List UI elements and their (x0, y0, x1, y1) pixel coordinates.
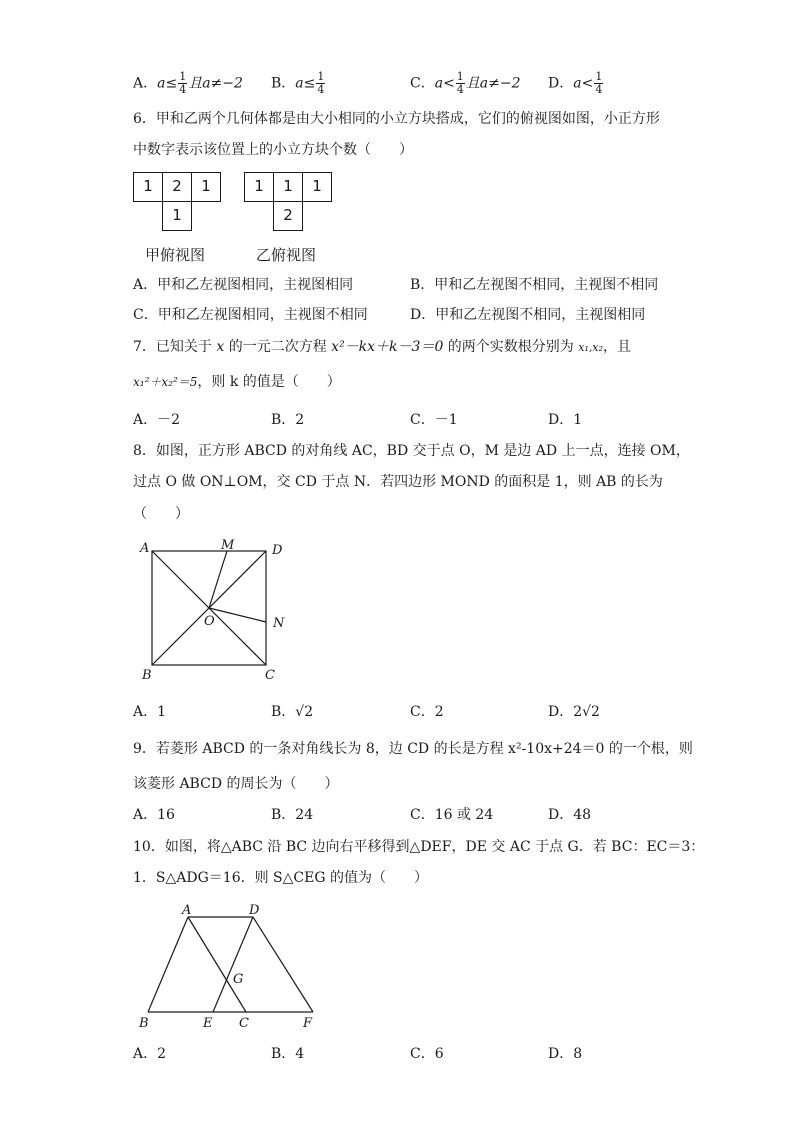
jia-cell: 1 (191, 172, 221, 202)
fraction: $\frac{1}{4}$ (317, 70, 325, 96)
q8-stem-line1: 8．如图，正方形 ABCD 的对角线 AC，BD 交于点 O，M 是边 AD 上一点，连接 OM， (133, 443, 690, 459)
q10-option-d: D．8 (548, 1046, 583, 1062)
q5-option-b: B．a≤ $\frac{1}{4}$ (271, 70, 325, 96)
q8-square-diagram (135, 535, 305, 685)
q7-option-b: B．2 (271, 412, 305, 428)
q9-option-d: D．48 (548, 807, 592, 823)
q8-stem-line3: （ ） (133, 506, 189, 522)
q6-stem-line1: 6．甲和乙两个几何体都是由大小相同的小立方块搭成，它们的俯视图如图，小正方形 (133, 111, 660, 127)
label-a: A (182, 903, 192, 918)
yi-cell: 1 (302, 172, 332, 202)
q6-option-b: B．甲和乙左视图不相同，主视图不相同 (410, 277, 659, 293)
label-g: G (233, 972, 244, 987)
q8-option-a: A．1 (133, 704, 167, 720)
yi-cell: 2 (273, 201, 303, 231)
jia-cell: 1 (162, 201, 192, 231)
q10-stem-line1: 10．如图，将△ABC 沿 BC 边向右平移得到△DEF，DE 交 AC 于点 G．若 BC：EC＝3： (133, 839, 705, 855)
label-d: D (249, 903, 260, 918)
label-c: C (265, 668, 275, 683)
segment-ab (148, 917, 188, 1012)
jia-cell: 2 (162, 172, 192, 202)
q7-option-a: A．－2 (133, 412, 181, 428)
label-e: E (203, 1016, 213, 1031)
q7-option-c: C．－1 (410, 412, 458, 428)
q10-stem-line2: 1．S△ADG＝16．则 S△CEG 的值为（ ） (133, 870, 428, 886)
label-b: B (142, 668, 152, 683)
q8-option-d: D．2√2 (548, 704, 600, 720)
q7-stem-line1: 7．已知关于 x 的一元二次方程 x²－kx＋k－3＝0 的两个实数根分别为 x₁,x₂，且 (133, 339, 631, 355)
q9-option-b: B．24 (271, 807, 314, 823)
q8-stem-line2: 过点 O 做 ON⊥OM，交 CD 于点 N．若四边形 MOND 的面积是 1，则 AB 的长为 (133, 474, 663, 490)
label-m: M (221, 538, 235, 553)
q7-stem-line2: x₁²＋x₂²＝5，则 k 的值是（ ） (133, 374, 341, 390)
q6-stem-line2: 中数字表示该位置上的小立方块个数（ ） (133, 142, 413, 158)
label-o: O (204, 614, 215, 629)
q8-option-c: C．2 (410, 704, 444, 720)
q6-option-d: D．甲和乙左视图不相同，主视图相同 (410, 307, 646, 323)
segment-de (213, 917, 253, 1012)
q10-option-a: A．2 (133, 1046, 167, 1062)
yi-cell: 1 (273, 172, 303, 202)
q6-option-c: C．甲和乙左视图相同，主视图不相同 (133, 307, 368, 323)
q5-option-a: A．a≤ $\frac{1}{4}$ 且a≠−2 (133, 70, 243, 96)
label-b: B (139, 1016, 149, 1031)
yi-cell: 1 (244, 172, 274, 202)
q9-stem-line2: 该菱形 ABCD 的周长为（ ） (133, 776, 339, 792)
segment-ac (188, 917, 246, 1012)
jia-caption: 甲俯视图 (145, 246, 206, 264)
fraction: $\frac{1}{4}$ (456, 70, 464, 96)
label-c: C (239, 1016, 249, 1031)
q5-option-d: D．a< $\frac{1}{4}$ (548, 70, 603, 96)
label-f: F (303, 1016, 313, 1031)
q9-stem-line1: 9．若菱形 ABCD 的一条对角线长为 8，边 CD 的长是方程 x²-10x+24＝0 的一个根，则 (133, 741, 693, 757)
segment-df (253, 917, 313, 1012)
q6-option-a: A．甲和乙左视图相同，主视图相同 (133, 277, 354, 293)
q9-option-a: A．16 (133, 807, 175, 823)
q9-option-c: C．16 或 24 (410, 807, 494, 823)
q10-option-c: C．6 (410, 1046, 444, 1062)
q7-option-d: D．1 (548, 412, 583, 428)
q8-option-b: B．√2 (271, 704, 314, 720)
fraction: $\frac{1}{4}$ (179, 70, 187, 96)
label-d: D (272, 543, 283, 558)
label-a: A (140, 541, 150, 556)
q5-option-c: C．a< $\frac{1}{4}$ 且a≠−2 (410, 70, 521, 96)
segment-on (209, 608, 266, 622)
q10-option-b: B．4 (271, 1046, 305, 1062)
label-n: N (273, 616, 285, 631)
q10-translation-diagram (135, 897, 335, 1037)
jia-cell: 1 (133, 172, 163, 202)
fraction: $\frac{1}{4}$ (595, 70, 603, 96)
yi-caption: 乙俯视图 (256, 246, 317, 264)
